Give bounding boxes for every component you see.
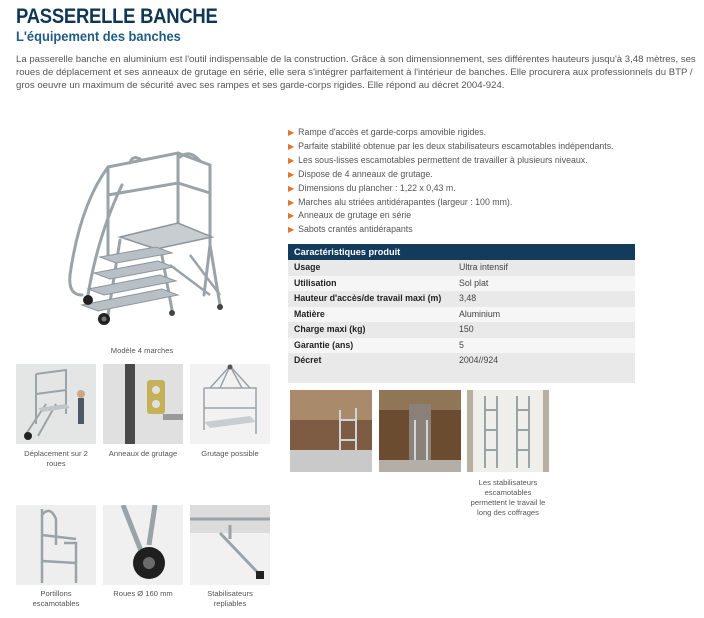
- spec-value: 150: [459, 324, 474, 334]
- bullet-arrow-icon: ▶: [288, 169, 295, 179]
- spec-label: Usage: [294, 262, 321, 272]
- bullet-arrow-icon: ▶: [288, 128, 295, 137]
- bullet-arrow-icon: ▶: [288, 183, 295, 193]
- feature-item: ▶ Sabots crantés antidérapants: [288, 224, 413, 235]
- spec-label: Décret: [294, 355, 322, 365]
- spec-value: Sol plat: [459, 277, 489, 288]
- table-row: [288, 353, 635, 369]
- hero-product-image: [60, 145, 230, 335]
- bullet-arrow-icon: ▶: [288, 211, 295, 221]
- table-row: [288, 291, 635, 307]
- thumb-caption: Anneaux de grutage: [108, 449, 178, 458]
- feature-item: ▶ Dimensions du plancher : 1,22 x 0,43 m.: [288, 182, 456, 193]
- feature-item: ▶ Dispose de 4 anneaux de grutage.: [288, 168, 433, 179]
- thumb-caption: Stabilisateurs repliables: [207, 589, 253, 608]
- spec-table-heading: Caractéristiques produit: [288, 244, 635, 260]
- table-row: [288, 260, 635, 276]
- photo-site-2: [379, 390, 461, 472]
- table-row: [288, 276, 635, 292]
- thumb-caption: Roues Ø 160 mm: [113, 589, 173, 598]
- thumb-moving-wheels: [16, 364, 96, 444]
- thumb-caption: Déplacement sur 2 roues: [24, 449, 88, 468]
- thumb-caption: Portillons escamotables: [32, 589, 80, 608]
- thumb-crane-lifting: [190, 364, 270, 444]
- spec-label: Charge maxi (kg): [294, 324, 366, 334]
- table-row: [288, 307, 635, 323]
- page-subtitle: L'équipement des banches: [16, 28, 181, 44]
- bullet-arrow-icon: ▶: [288, 155, 295, 165]
- feature-list: [288, 126, 688, 237]
- feature-item: ▶ Rampe d'accès et garde-corps amovible rigides.: [288, 127, 487, 137]
- feature-item: ▶ Les sous-lisses escamotables permettent de travailler à plusieurs niveaux.: [288, 154, 588, 165]
- spec-table-body: [288, 260, 635, 383]
- spec-label: Hauteur d'accès/de travail maxi (m): [294, 293, 442, 303]
- page-title: PASSERELLE BANCHE: [16, 5, 218, 28]
- thumb-lifting-rings: [103, 364, 183, 444]
- spec-value: Aluminium: [459, 308, 501, 319]
- spec-table-blank-row: [288, 369, 635, 383]
- thumb-gates: [16, 505, 96, 585]
- bullet-arrow-icon: ▶: [288, 225, 295, 235]
- hero-caption: Modèle 4 marches: [110, 346, 174, 355]
- spec-value: Ultra intensif: [459, 262, 508, 272]
- thumb-caption: Grutage possible: [201, 449, 259, 458]
- table-row: [288, 322, 635, 338]
- bullet-arrow-icon: ▶: [288, 197, 295, 207]
- spec-label: Garantie (ans): [294, 339, 354, 350]
- feature-item: ▶ Marches alu striées antidérapantes (largeur : 100 mm).: [288, 196, 513, 207]
- thumb-wheels-160: [103, 505, 183, 585]
- table-row: [288, 338, 635, 354]
- spec-value: 3,48: [459, 293, 477, 303]
- spec-value: 5: [459, 339, 464, 350]
- stabilizer-caption: Les stabilisateurs escamotables permettent le travail le long des coffrages: [470, 478, 546, 517]
- feature-item: ▶ Parfaite stabilité obtenue par les deux stabilisateurs escamotables indépendants.: [288, 140, 614, 151]
- feature-item: ▶ Anneaux de grutage en série: [288, 210, 412, 221]
- intro-paragraph: La passerelle banche en aluminium est l'outil indispensable de la construction. Grâce à son dimensionnement, ses différentes hauteurs jusqu'à 3,48 mètres, ses roues de déplacement et ses anneaux de grutage en série, elle sera s'intégrer parfaitement à l'intérieur de banches. Elle procurera aux professionnels du BTP / gros oeuvre un maximum de sécurité avec ses rampes et ses garde-corps rigides. Elle répond au décret 2004-924.: [16, 54, 696, 92]
- spec-label: Matière: [294, 308, 325, 319]
- spec-table: [288, 244, 635, 383]
- photo-stabilizers: [467, 390, 549, 472]
- bullet-arrow-icon: ▶: [288, 141, 295, 151]
- thumb-folding-stabilizers: [190, 505, 270, 585]
- spec-value: 2004//924: [459, 355, 499, 365]
- spec-label: Utilisation: [294, 277, 337, 288]
- photo-site-1: [290, 390, 372, 472]
